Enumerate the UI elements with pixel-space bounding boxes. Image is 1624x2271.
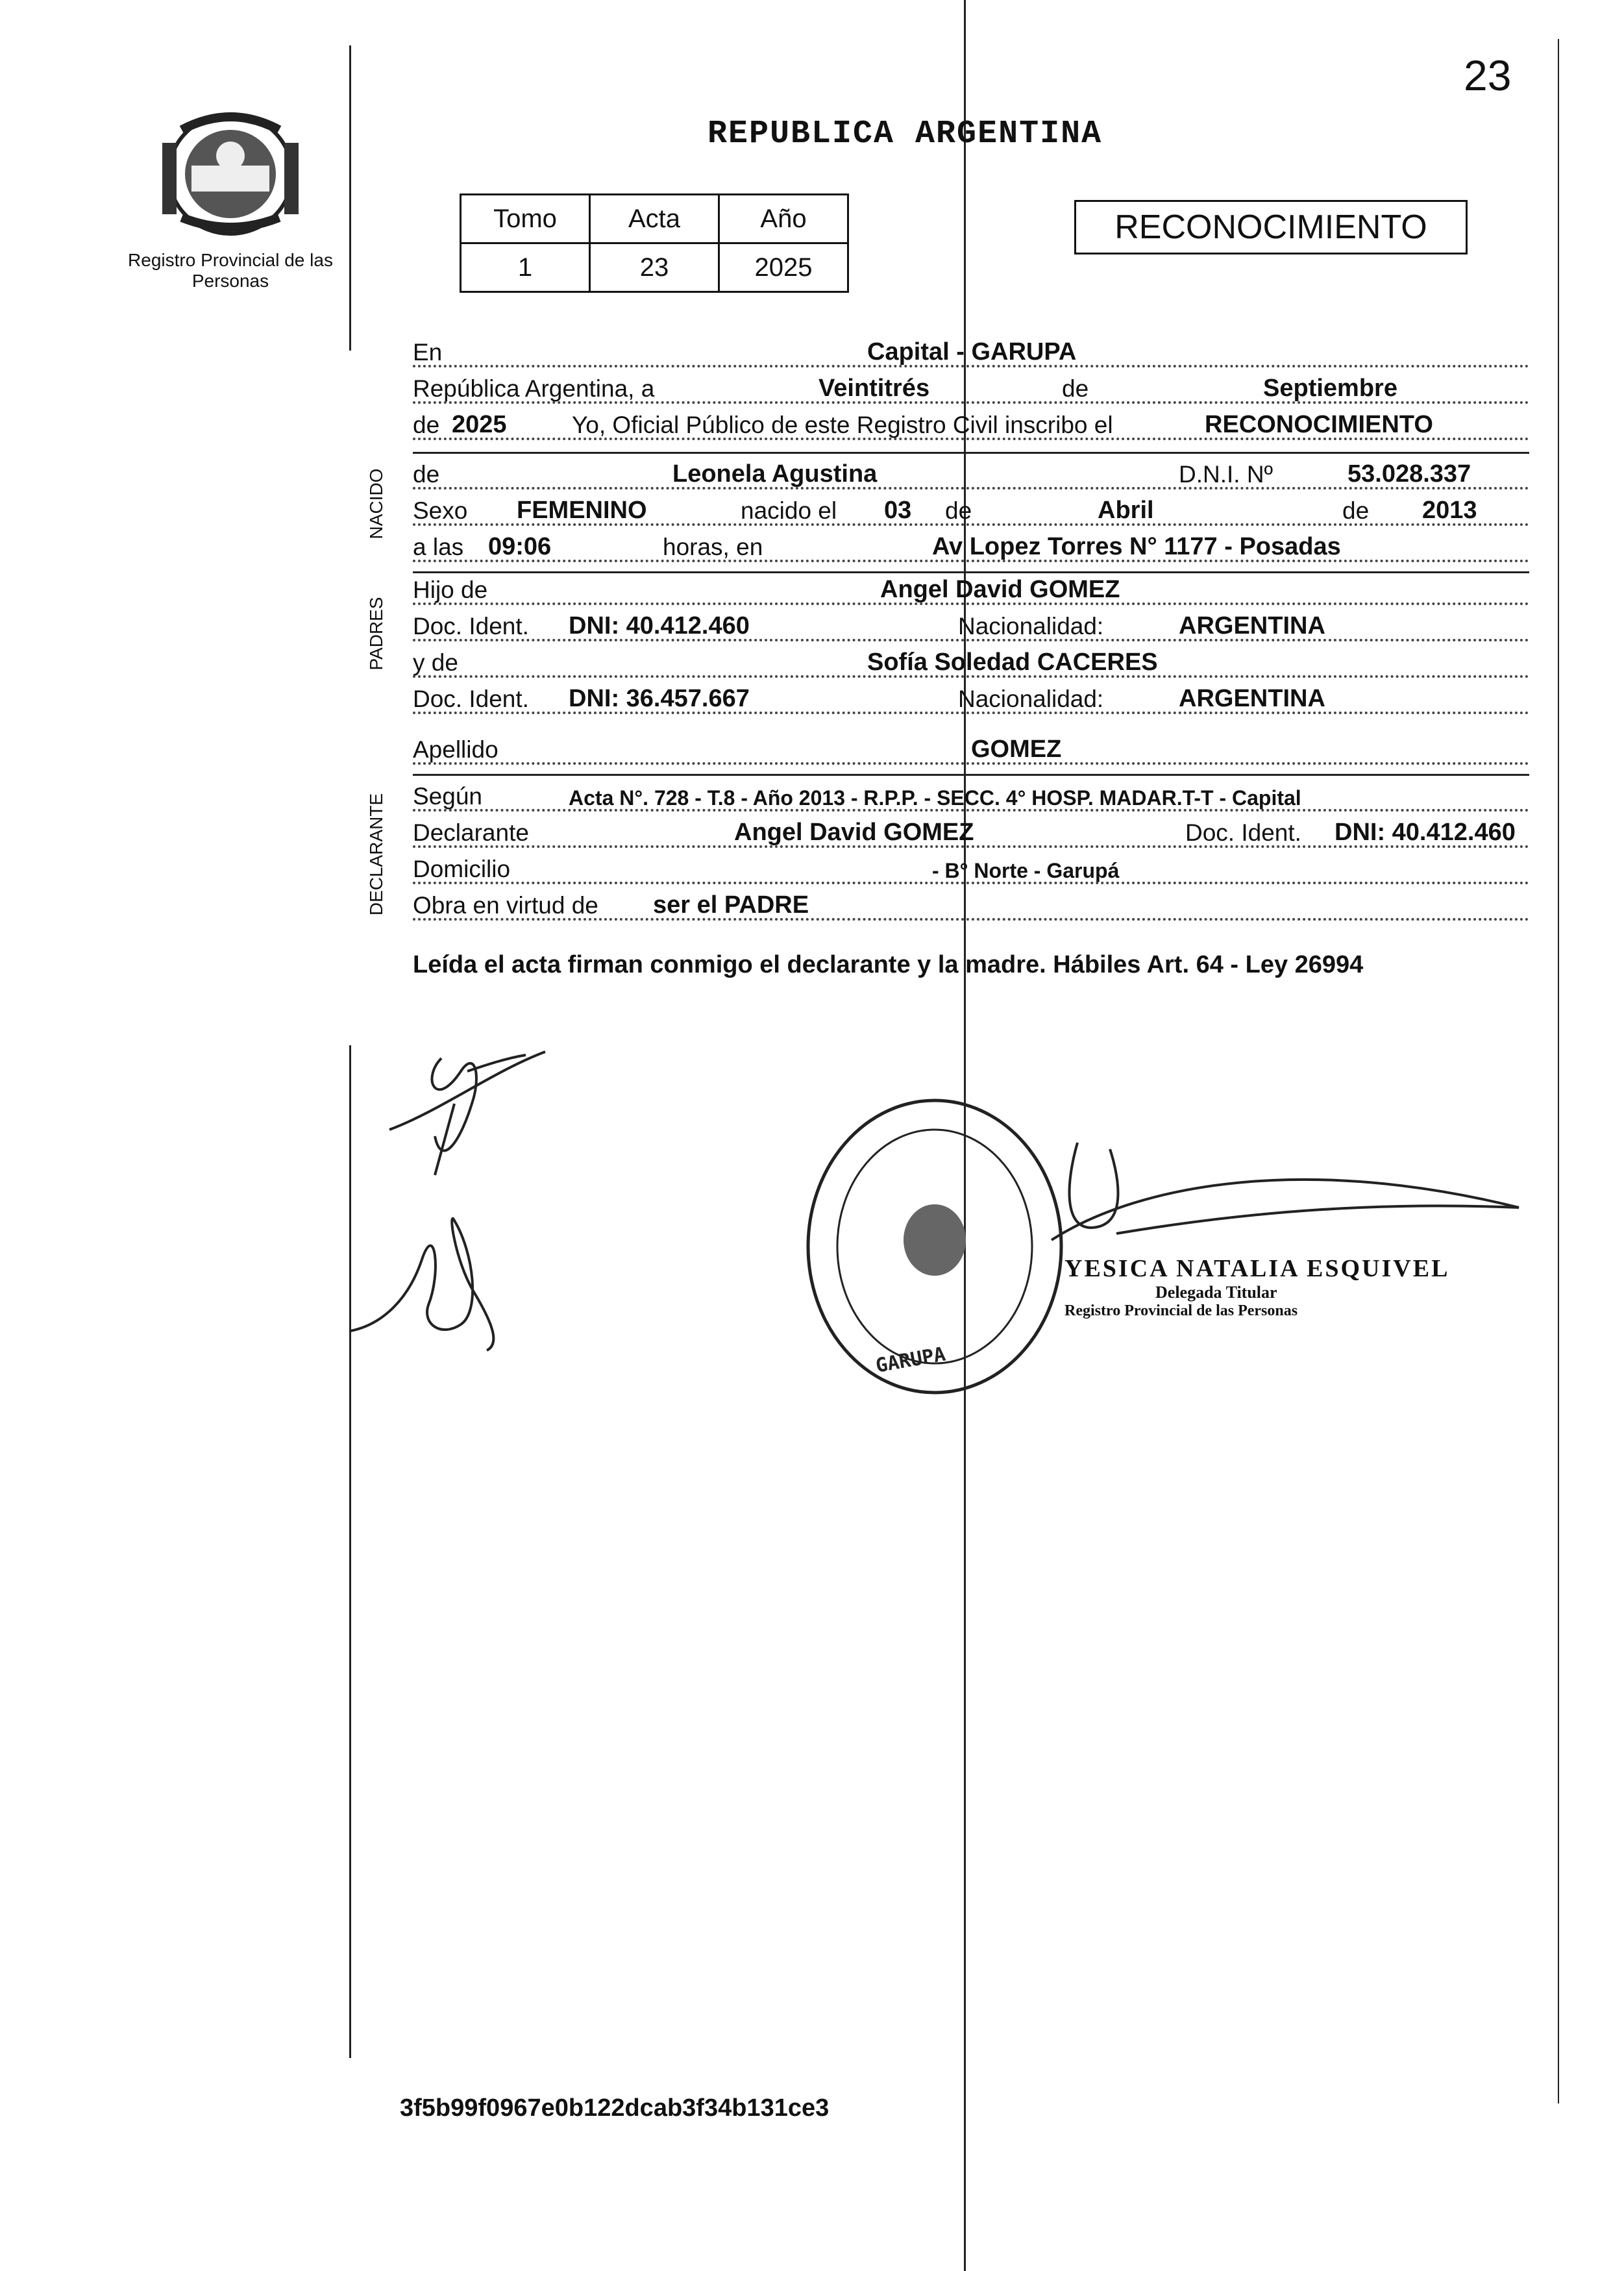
divider xyxy=(413,774,1529,776)
label-y-de: y de xyxy=(413,649,458,676)
row-domicilio xyxy=(413,849,1529,887)
header-acta: Acta xyxy=(590,195,719,243)
statement-text: Yo, Oficial Público de este Registro Civil inscribo el xyxy=(572,412,1113,438)
label-obra: Obra en virtud de xyxy=(413,892,598,919)
page-title: REPUBLICA ARGENTINA xyxy=(707,116,1103,153)
left-margin-line xyxy=(349,45,351,351)
row-father xyxy=(413,570,1529,608)
date-month: Septiembre xyxy=(1263,375,1397,402)
header-anio: Año xyxy=(719,195,848,243)
label-de: de xyxy=(413,461,440,488)
father-name: Angel David GOMEZ xyxy=(880,576,1120,603)
record-reference-table xyxy=(460,193,849,293)
row-statement xyxy=(413,405,1529,443)
label-nacionalidad: Nacionalidad: xyxy=(958,613,1104,639)
official-identification xyxy=(1064,1254,1449,1320)
official-role: Delegada Titular xyxy=(1155,1283,1277,1302)
official-name: YESICA NATALIA ESQUIVEL xyxy=(1064,1255,1450,1282)
label-doc-ident: Doc. Ident. xyxy=(1185,819,1301,846)
date-year: 2025 xyxy=(452,411,507,438)
declarant-reason: ser el PADRE xyxy=(653,891,809,919)
label-nacionalidad: Nacionalidad: xyxy=(958,686,1104,712)
born-dni: 53.028.337 xyxy=(1347,460,1471,488)
label-declarante: Declarante xyxy=(413,819,529,846)
row-born-sex xyxy=(413,491,1529,528)
label-dni: D.N.I. Nº xyxy=(1179,461,1273,488)
label-doc-ident: Doc. Ident. xyxy=(413,613,529,639)
row-father-doc xyxy=(413,606,1529,644)
label-a-las: a las xyxy=(413,534,464,560)
label-domicilio: Domicilio xyxy=(413,856,511,882)
mother-doc: DNI: 36.457.667 xyxy=(569,685,750,712)
registry-label: Registro Provincial de las Personas xyxy=(128,250,333,291)
declarant-doc: DNI: 40.412.460 xyxy=(1335,819,1516,846)
row-mother xyxy=(413,643,1529,680)
born-name: Leonela Agustina xyxy=(672,460,878,488)
signature-mother xyxy=(344,1195,526,1363)
signature-declarant xyxy=(363,1032,558,1182)
label-apellido: Apellido xyxy=(413,736,498,763)
section-label-padres: PADRES xyxy=(366,597,386,671)
label-hijo-de: Hijo de xyxy=(413,577,488,603)
right-margin-line xyxy=(1558,39,1559,2103)
province-coat-of-arms xyxy=(156,104,305,240)
header-tomo: Tomo xyxy=(461,195,590,243)
row-obra xyxy=(413,886,1529,923)
label-segun: Según xyxy=(413,783,482,810)
row-segun xyxy=(413,776,1529,814)
closing-note: Leída el acta firman conmigo el declarante y la madre. Hábiles Art. 64 - Ley 26994 xyxy=(413,951,1364,978)
row-surname xyxy=(413,730,1529,767)
record-kind-box: RECONOCIMIENTO xyxy=(1074,200,1468,254)
row-declarant xyxy=(413,813,1529,850)
born-sex: FEMENINO xyxy=(517,497,647,524)
row-place xyxy=(413,332,1529,370)
declarant-name: Angel David GOMEZ xyxy=(734,819,974,846)
label-month: de xyxy=(1062,375,1089,402)
value-tomo: 1 xyxy=(461,243,590,292)
registry-stamp xyxy=(798,1091,1071,1402)
label-nacido-el: nacido el xyxy=(741,497,837,524)
place-value: Capital - GARUPA xyxy=(867,338,1077,366)
row-born-name xyxy=(413,454,1529,492)
label-de-2: de xyxy=(945,497,972,524)
mother-nationality: ARGENTINA xyxy=(1179,685,1325,712)
born-hour: 09:06 xyxy=(488,533,552,560)
label-sexo: Sexo xyxy=(413,497,468,524)
label-republica: República Argentina, a xyxy=(413,375,655,402)
divider xyxy=(413,452,1529,454)
father-nationality: ARGENTINA xyxy=(1179,612,1325,639)
mother-name: Sofía Soledad CACERES xyxy=(867,649,1158,676)
row-born-place xyxy=(413,527,1529,565)
document-hash: 3f5b99f0967e0b122dcab3f34b131ce3 xyxy=(400,2094,830,2122)
father-doc: DNI: 40.412.460 xyxy=(569,612,750,639)
born-place: Av Lopez Torres N° 1177 - Posadas xyxy=(932,533,1341,560)
act-type: RECONOCIMIENTO xyxy=(1205,411,1433,438)
date-day: Veintitrés xyxy=(818,375,930,402)
label-doc-ident: Doc. Ident. xyxy=(413,686,529,712)
page-number: 23 xyxy=(1464,51,1512,99)
born-day: 03 xyxy=(884,497,912,524)
born-year: 2013 xyxy=(1422,497,1477,524)
declarant-address: - B° Norte - Garupá xyxy=(932,859,1120,882)
section-label-nacido: NACIDO xyxy=(366,468,386,540)
segun-value: Acta N°. 728 - T.8 - Año 2013 - R.P.P. - SECC. 4° HOSP. MADAR.T-T - Capital xyxy=(569,786,1301,810)
official-org: Registro Provincial de las Personas xyxy=(1064,1302,1298,1319)
label-year: de xyxy=(413,412,440,438)
section-label-declarante: DECLARANTE xyxy=(366,793,386,916)
label-en: En xyxy=(413,339,443,366)
row-mother-doc xyxy=(413,679,1529,717)
label-de-3: de xyxy=(1342,497,1370,524)
label-horas-en: horas, en xyxy=(663,534,763,560)
surname-value: GOMEZ xyxy=(971,736,1062,763)
svg-text:GARUPA: GARUPA xyxy=(874,1343,948,1378)
row-date xyxy=(413,369,1529,406)
born-month: Abril xyxy=(1098,497,1154,524)
signature-official xyxy=(1039,1130,1532,1272)
value-anio: 2025 xyxy=(719,243,848,292)
value-acta: 23 xyxy=(590,243,719,292)
